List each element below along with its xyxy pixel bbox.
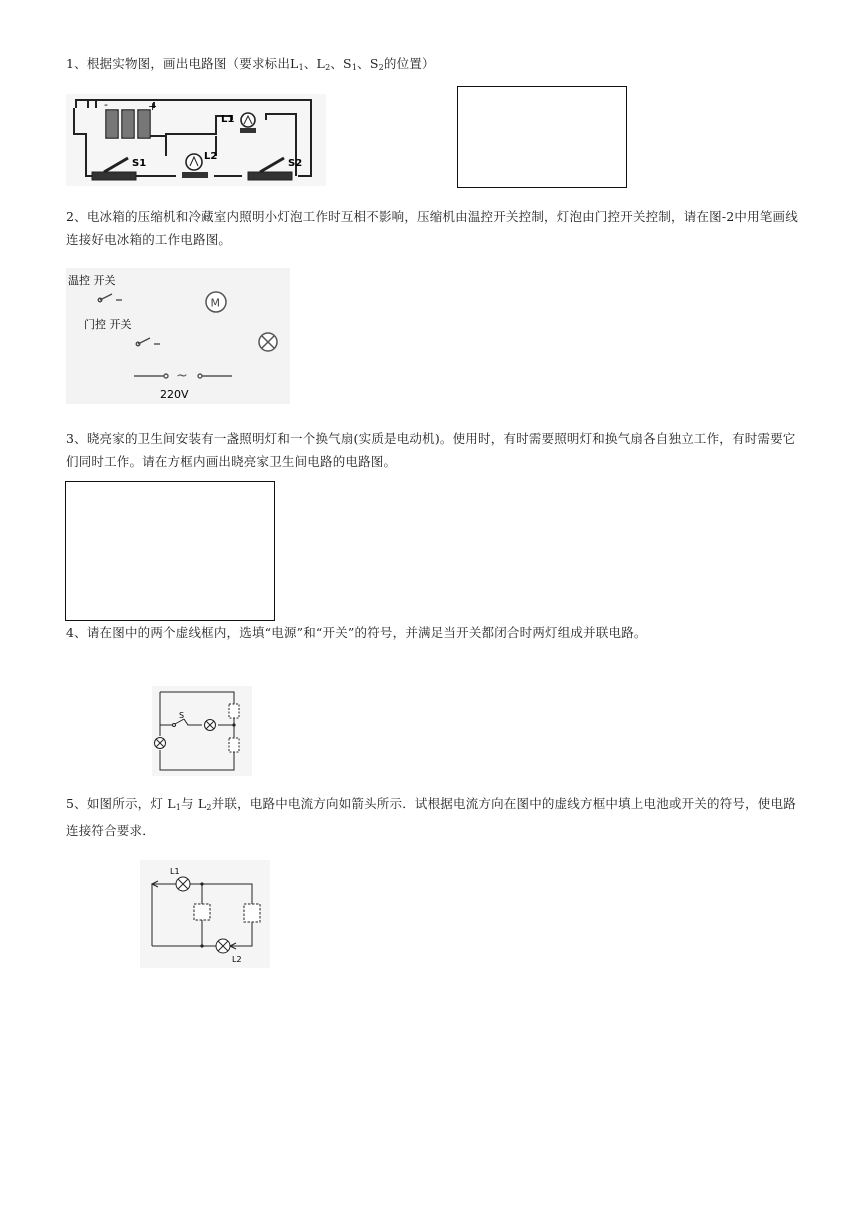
figure-2-fridge-circuit xyxy=(66,268,290,404)
figure-1-physical-circuit xyxy=(66,94,326,186)
label-s2: S2 xyxy=(288,158,303,169)
label-l2: L2 xyxy=(232,955,242,964)
question-4-text: 4、请在图中的两个虚线框内，选填“电源”和“开关”的符号，并满足当开关都闭合时两灯组成并联电路。 xyxy=(66,625,647,640)
svg-text:M: M xyxy=(210,296,220,310)
dashed-box-bottom[interactable] xyxy=(229,738,239,752)
figure-5-parallel-circuit xyxy=(140,860,270,968)
dashed-box-right[interactable] xyxy=(244,904,260,922)
label-l2: L2 xyxy=(204,151,218,162)
dashed-box-top[interactable] xyxy=(229,704,239,718)
lamp-l1-icon xyxy=(176,877,190,891)
lamp-l2-icon xyxy=(216,939,230,953)
label-switch-s: S xyxy=(179,711,185,720)
question-5-text: 5、如图所示，灯 $L_1$与 $L_2$并联，电路中电流方向如箭头所示．试根据电流方向在图中的虚线方框中填上电池或开关的符号，使电路连接符合要求． xyxy=(66,796,796,838)
label-s1: S1 xyxy=(132,158,147,169)
label-door-switch: 门控 开关 xyxy=(84,318,132,331)
label-l1: L1 xyxy=(170,867,180,876)
motor-icon xyxy=(206,292,226,312)
question-3-text: 3、晓亮家的卫生间安装有一盏照明灯和一个换气扇(实质是电动机)。使用时，有时需要照明灯和换气扇各自独立工作，有时需要它们同时工作。请在方框内画出晓亮家卫生间电路的电路图。 xyxy=(66,431,796,469)
ac-symbol: ~ xyxy=(176,368,188,384)
label-l1: L1 xyxy=(221,114,235,125)
label-thermo-switch: 温控 开关 xyxy=(68,274,116,287)
answer-box-3[interactable] xyxy=(65,481,275,621)
label-220v: 220V xyxy=(160,388,189,401)
lamp-left-icon xyxy=(155,738,166,749)
answer-box-1[interactable] xyxy=(457,86,627,188)
dashed-box-middle[interactable] xyxy=(194,904,210,920)
question-2-text: 2、电冰箱的压缩机和冷藏室内照明小灯泡工作时互相不影响，压缩机由温控开关控制，灯泡由门控开关控制，请在图-2中用笔画线连接好电冰箱的工作电路图。 xyxy=(66,209,798,247)
battery-plus-label: + xyxy=(148,100,158,113)
question-1-text: 1、根据实物图，画出电路图（要求标出$L_1$、$L_2$、$S_1$、$S_2$的位置） xyxy=(66,56,435,72)
lamp-middle-icon xyxy=(205,720,216,731)
lamp-icon xyxy=(259,333,277,351)
figure-4-parallel-circuit xyxy=(152,686,252,776)
battery-minus-label: - xyxy=(104,98,108,111)
bulb-l1-icon xyxy=(240,113,256,133)
